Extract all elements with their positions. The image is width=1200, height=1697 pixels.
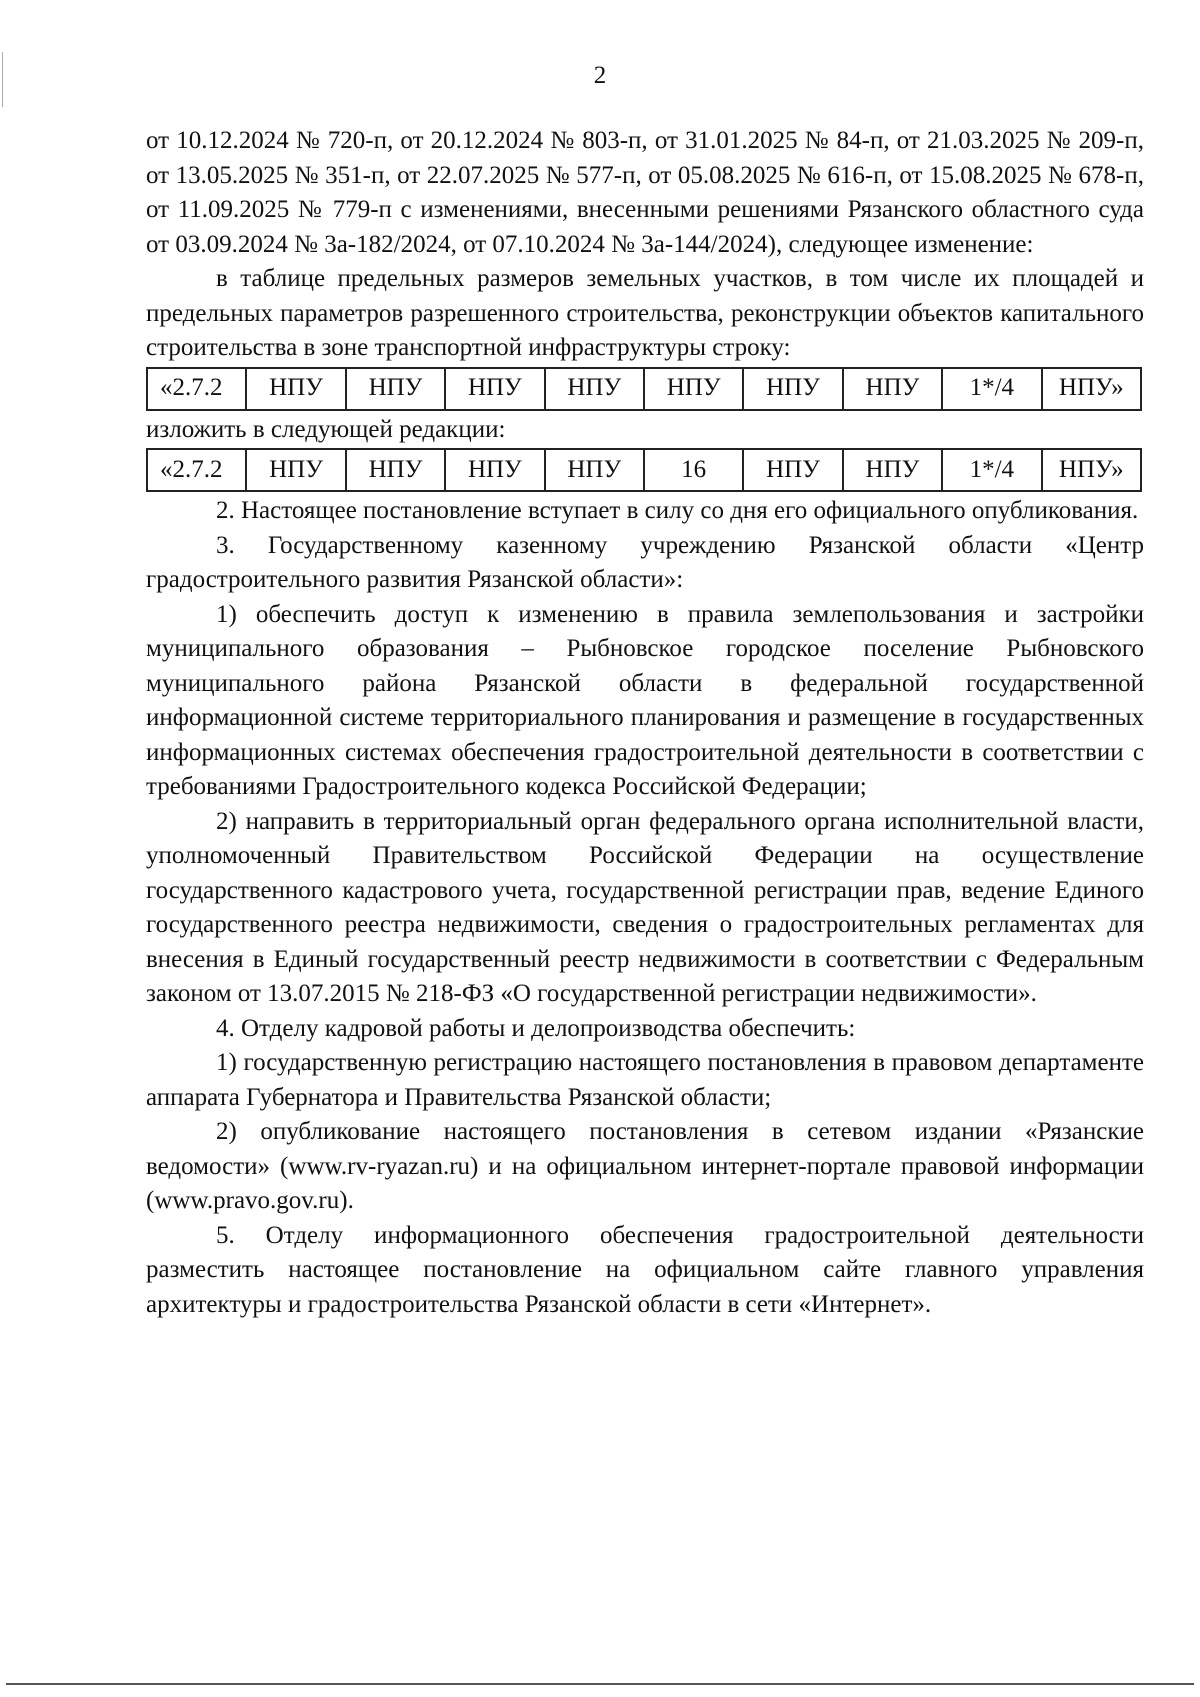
- table-cell: НПУ: [246, 449, 345, 491]
- table-cell: НПУ: [743, 368, 842, 410]
- table-cell: 1*/4: [942, 368, 1041, 410]
- table-old-row: [146, 367, 1142, 411]
- paragraph: 1) обеспечить доступ к изменению в правила землепользования и застройки муниципального образования – Рыбновское городское поселение Рыбновского муниципального района Рязанской области в федеральной государственной информационной системе территориального планирования и размещение в государственных информационных системах обеспечения градостроительной деятельности в соответствии с требованиями Градостроительного кодекса Российской Федерации;: [146, 600, 1144, 800]
- table-cell: 1*/4: [942, 449, 1041, 491]
- table-cell: НПУ»: [1042, 449, 1141, 491]
- table-cell: НПУ: [545, 368, 644, 410]
- table-new-row: [146, 448, 1142, 492]
- paragraph: 2) опубликование настоящего постановления в сетевом издании «Рязанские ведомости» (www.rv-ryazan.ru) и на официальном интернет-портале правовой информации (www.pravo.gov.ru).: [146, 1118, 1144, 1214]
- table-cell: НПУ: [545, 449, 644, 491]
- paragraph: 5. Отделу информационного обеспечения градостроительной деятельности разместить настоящее постановление на официальном сайте главного управления архитектуры и градостроительства Рязанской области в сети «Интернет».: [146, 1221, 1144, 1318]
- table-cell: НПУ: [246, 368, 345, 410]
- document-body: [146, 124, 1144, 1322]
- paragraph: 1) государственную регистрацию настоящего постановления в правовом департаменте аппарата Губернатора и Правительства Рязанской области;: [146, 1049, 1144, 1111]
- paragraph: 2. Настоящее постановление вступает в силу со дня его официального опубликования.: [216, 497, 1139, 524]
- paragraph: 3. Государственному казенному учреждению Рязанской области «Центр градостроительного развития Рязанской области»:: [146, 531, 1144, 593]
- paragraph: 4. Отделу кадровой работы и делопроизводства обеспечить:: [216, 1014, 856, 1042]
- page-number: 2: [593, 62, 607, 89]
- table-cell: НПУ: [644, 368, 743, 410]
- paragraph: 2) направить в территориальный орган федерального органа исполнительной власти, уполномоченный Правительством Российской Федерации на осуществление государственного кадастрового учета, государственной регистрации прав, ведение Единого государственного реестра недвижимости, сведения о градостроительных регламентах для внесения в Единый государственный реестр недвижимости в соответствии с Федеральным законом от 13.07.2015 № 218-ФЗ «О государственной регистрации недвижимости».: [146, 807, 1144, 1007]
- table-cell: НПУ: [445, 368, 544, 410]
- paragraph: от 10.12.2024 № 720-п, от 20.12.2024 № 803-п, от 31.01.2025 № 84-п, от 21.03.2025 № 209-п, от 13.05.2025 № 351-п, от 22.07.2025 № 577-п, от 05.08.2025 № 616-п, от 15.08.2025 № 678-п, от 11.09.2025 № 779-п с изменениями, внесенными решениями Рязанского областного суда от 03.09.2024 № 3а-182/2024, от 07.10.2024 № 3а-144/2024), следующее изменение:: [146, 127, 1144, 258]
- between-tables-text: изложить в следующей редакции:: [146, 415, 506, 443]
- page-bottom-rule: [6, 1683, 1194, 1685]
- table-cell: НПУ: [843, 449, 942, 491]
- table-cell: НПУ: [346, 449, 445, 491]
- table-cell: «2.7.2: [147, 368, 246, 410]
- table-cell: 16: [644, 449, 743, 491]
- table-cell: НПУ: [843, 368, 942, 410]
- table-cell: НПУ: [743, 449, 842, 491]
- table-cell: НПУ: [445, 449, 544, 491]
- paragraph: в таблице предельных размеров земельных участков, в том числе их площадей и предельных параметров разрешенного строительства, реконструкции объектов капитального строительства в зоне транспортной инфраструктуры строку:: [146, 265, 1144, 361]
- table-row: [147, 368, 1141, 410]
- table-cell: НПУ»: [1042, 368, 1141, 410]
- table-cell: «2.7.2: [147, 449, 246, 491]
- table-row: [147, 449, 1141, 491]
- table-cell: НПУ: [346, 368, 445, 410]
